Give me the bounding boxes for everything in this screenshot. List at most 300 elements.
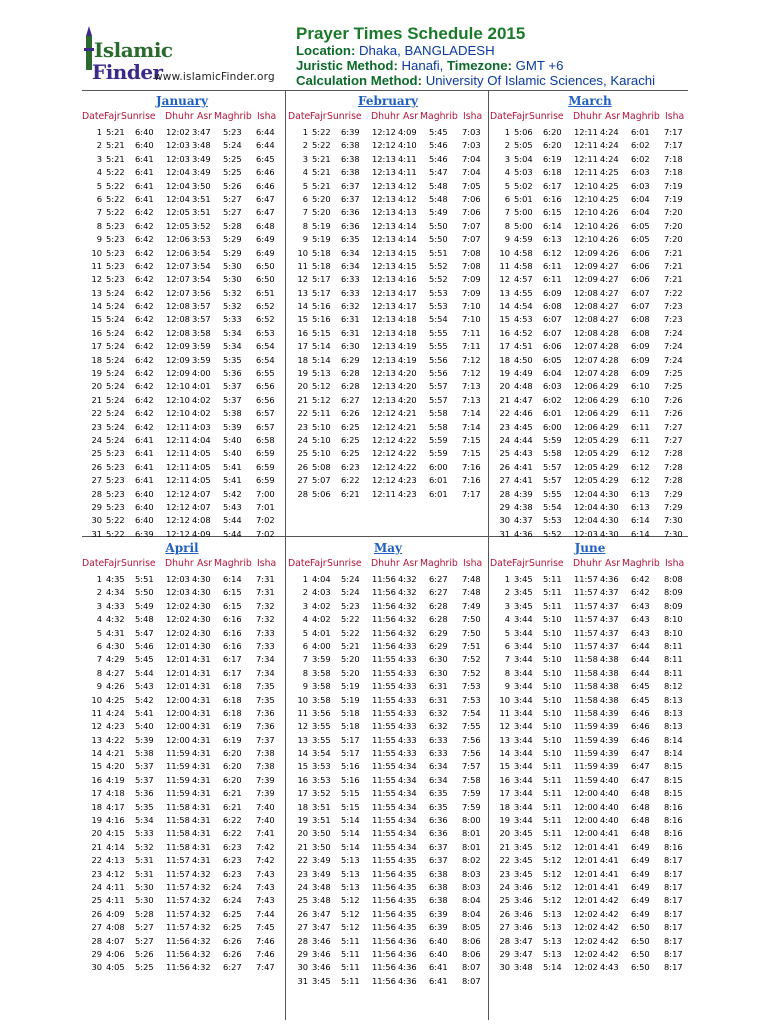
cell-fajr: 5:22 — [106, 167, 125, 178]
cell-dhuhr: 12:11 — [166, 421, 190, 432]
cell-asr: 4:19 — [398, 354, 417, 365]
header-isha: Isha — [257, 558, 277, 569]
cell-date: 26 — [297, 908, 308, 919]
cell-isha: 7:52 — [462, 667, 481, 678]
cell-asr: 4:29 — [600, 448, 619, 459]
cell-asr: 4:31 — [192, 855, 211, 866]
table-row — [490, 434, 690, 447]
cell-fajr: 5:07 — [312, 475, 331, 486]
cell-isha: 7:46 — [256, 948, 275, 959]
cell-sunrise: 6:13 — [543, 234, 562, 245]
cell-isha: 7:31 — [256, 574, 275, 584]
cell-sunrise: 6:41 — [135, 180, 154, 191]
cell-fajr: 4:46 — [514, 408, 533, 419]
cell-date: 10 — [499, 247, 510, 258]
cell-asr: 4:22 — [398, 434, 417, 445]
cell-date: 24 — [297, 881, 308, 892]
month-title[interactable]: March — [568, 94, 612, 108]
cell-sunrise: 5:10 — [543, 748, 562, 759]
table-row — [490, 407, 690, 420]
cell-sunrise: 6:02 — [543, 394, 562, 405]
table-row — [82, 514, 282, 527]
cell-fajr: 4:53 — [514, 314, 533, 325]
cell-sunrise: 5:42 — [135, 694, 154, 705]
month-title[interactable]: January — [156, 94, 208, 108]
day-rows — [82, 573, 282, 975]
cell-isha: 8:17 — [664, 855, 683, 866]
header-date: Date — [490, 111, 513, 122]
cell-date: 17 — [499, 788, 510, 799]
cell-sunrise: 5:55 — [543, 488, 562, 499]
table-row — [288, 814, 488, 827]
cell-sunrise: 5:10 — [543, 707, 562, 718]
cell-maghrib: 5:28 — [223, 220, 242, 231]
cell-maghrib: 6:27 — [429, 587, 448, 598]
cell-asr: 4:32 — [192, 908, 211, 919]
cell-sunrise: 5:57 — [543, 461, 562, 472]
cell-dhuhr: 12:06 — [166, 247, 190, 258]
cell-dhuhr: 12:02 — [574, 962, 598, 973]
cell-date: 9 — [504, 234, 510, 245]
cell-date: 7 — [96, 207, 102, 218]
cell-date: 1 — [504, 127, 510, 137]
cell-fajr: 5:23 — [106, 274, 125, 285]
cell-date: 17 — [91, 788, 102, 799]
cell-maghrib: 6:03 — [631, 167, 650, 178]
cell-sunrise: 5:10 — [543, 681, 562, 692]
cell-asr: 4:29 — [600, 421, 619, 432]
cell-dhuhr: 11:58 — [574, 707, 598, 718]
cell-dhuhr: 12:07 — [574, 354, 598, 365]
cell-date: 16 — [499, 327, 510, 338]
cell-asr: 4:39 — [600, 707, 619, 718]
cell-date: 3 — [504, 600, 510, 611]
cell-fajr: 5:23 — [106, 475, 125, 486]
cell-dhuhr: 12:08 — [574, 314, 598, 325]
cell-fajr: 4:48 — [514, 381, 533, 392]
cell-maghrib: 5:30 — [223, 260, 242, 271]
header-sunrise: Sunrise — [327, 111, 362, 122]
cell-asr: 4:31 — [192, 828, 211, 839]
table-row — [490, 868, 690, 881]
cell-dhuhr: 12:13 — [372, 327, 396, 338]
cell-maghrib: 6:49 — [631, 908, 650, 919]
table-row — [82, 627, 282, 640]
cell-sunrise: 5:13 — [543, 948, 562, 959]
cell-date: 21 — [297, 841, 308, 852]
table-row — [288, 407, 488, 420]
cell-maghrib: 6:39 — [429, 908, 448, 919]
cell-fajr: 3:54 — [312, 748, 331, 759]
cell-asr: 4:33 — [398, 748, 417, 759]
cell-isha: 7:20 — [664, 234, 683, 245]
cell-date: 3 — [96, 600, 102, 611]
cell-isha: 8:16 — [664, 815, 683, 826]
cell-maghrib: 6:30 — [429, 654, 448, 665]
cell-maghrib: 6:12 — [631, 475, 650, 486]
cell-asr: 4:05 — [192, 475, 211, 486]
cell-dhuhr: 11:55 — [372, 801, 396, 812]
cell-date: 19 — [499, 368, 510, 379]
cell-isha: 7:00 — [256, 488, 275, 499]
cell-dhuhr: 12:00 — [574, 815, 598, 826]
cell-sunrise: 5:12 — [543, 895, 562, 906]
cell-asr: 3:48 — [192, 140, 211, 151]
cell-dhuhr: 12:03 — [574, 528, 598, 539]
cell-fajr: 5:08 — [312, 461, 331, 472]
cell-maghrib: 6:50 — [631, 962, 650, 973]
cell-maghrib: 5:52 — [429, 260, 448, 271]
cell-maghrib: 5:50 — [429, 234, 448, 245]
cell-dhuhr: 11:57 — [166, 922, 190, 933]
month-title[interactable]: May — [373, 541, 403, 555]
cell-maghrib: 6:29 — [429, 627, 448, 638]
cell-fajr: 5:24 — [106, 354, 125, 365]
cell-sunrise: 5:12 — [543, 868, 562, 879]
cell-sunrise: 5:13 — [341, 855, 360, 866]
cell-asr: 4:32 — [192, 935, 211, 946]
cell-asr: 4:43 — [600, 962, 619, 973]
cell-maghrib: 5:35 — [223, 354, 242, 365]
cell-fajr: 4:08 — [106, 922, 125, 933]
cell-fajr: 4:13 — [106, 855, 125, 866]
header-asr: Asr — [403, 111, 419, 122]
cell-sunrise: 6:42 — [135, 341, 154, 352]
cell-fajr: 3:55 — [312, 721, 331, 732]
cell-maghrib: 5:32 — [223, 287, 242, 298]
cell-isha: 8:17 — [664, 908, 683, 919]
cell-asr: 4:30 — [192, 640, 211, 651]
table-row — [490, 488, 690, 501]
location-line — [296, 43, 736, 58]
cell-asr: 4:33 — [398, 681, 417, 692]
cell-maghrib: 5:55 — [429, 327, 448, 338]
cell-maghrib: 6:19 — [223, 721, 242, 732]
cell-fajr: 4:01 — [312, 627, 331, 638]
cell-fajr: 4:27 — [106, 667, 125, 678]
month-title[interactable]: February — [357, 94, 418, 108]
cell-asr: 4:27 — [600, 314, 619, 325]
cell-sunrise: 6:18 — [543, 167, 562, 178]
cell-sunrise: 5:25 — [135, 962, 154, 973]
cell-date: 15 — [91, 761, 102, 772]
table-row — [490, 627, 690, 640]
cell-sunrise: 5:37 — [135, 761, 154, 772]
cell-sunrise: 5:53 — [543, 515, 562, 526]
cell-date: 28 — [297, 488, 308, 499]
cell-asr: 4:27 — [600, 274, 619, 285]
cell-fajr: 5:17 — [312, 287, 331, 298]
cell-fajr: 3:59 — [312, 654, 331, 665]
cell-fajr: 5:22 — [106, 207, 125, 218]
cell-dhuhr: 11:57 — [574, 600, 598, 611]
cell-isha: 7:28 — [664, 461, 683, 472]
table-row — [288, 573, 488, 586]
cell-sunrise: 5:40 — [135, 721, 154, 732]
cell-dhuhr: 12:12 — [372, 434, 396, 445]
month-title[interactable]: April — [165, 541, 199, 555]
cell-dhuhr: 12:13 — [372, 314, 396, 325]
cell-maghrib: 6:23 — [223, 841, 242, 852]
cell-asr: 4:19 — [398, 341, 417, 352]
cell-sunrise: 5:12 — [543, 855, 562, 866]
cell-asr: 4:30 — [600, 488, 619, 499]
cell-maghrib: 6:18 — [223, 694, 242, 705]
cell-isha: 7:48 — [462, 587, 481, 598]
cell-dhuhr: 12:09 — [166, 368, 190, 379]
cell-dhuhr: 11:57 — [574, 614, 598, 625]
cell-fajr: 4:21 — [106, 748, 125, 759]
table-row — [288, 300, 488, 313]
cell-date: 15 — [91, 314, 102, 325]
header-maghrib: Maghrib — [420, 558, 458, 569]
cell-asr: 3:51 — [192, 207, 211, 218]
cell-dhuhr: 12:05 — [166, 220, 190, 231]
cell-asr: 4:11 — [398, 167, 417, 178]
cell-isha: 6:57 — [256, 408, 275, 419]
cell-fajr: 5:06 — [312, 488, 331, 499]
cell-dhuhr: 12:03 — [166, 153, 190, 164]
cell-date: 16 — [499, 774, 510, 785]
logo-url[interactable]: www.islamicFinder.org — [154, 71, 275, 83]
cell-date: 17 — [91, 341, 102, 352]
cell-fajr: 5:10 — [312, 421, 331, 432]
table-row — [82, 720, 282, 733]
cell-dhuhr: 11:56 — [372, 922, 396, 933]
cell-asr: 4:22 — [398, 461, 417, 472]
cell-isha: 7:46 — [256, 935, 275, 946]
cell-dhuhr: 12:02 — [574, 948, 598, 959]
cell-dhuhr: 12:10 — [574, 234, 598, 245]
cell-date: 5 — [302, 180, 308, 191]
cell-maghrib: 5:23 — [223, 127, 242, 137]
table-row — [288, 193, 488, 206]
juristic-label: Juristic Method: — [296, 58, 398, 73]
cell-asr: 4:17 — [398, 301, 417, 312]
cell-dhuhr: 11:56 — [372, 881, 396, 892]
cell-asr: 4:29 — [600, 394, 619, 405]
cell-sunrise: 5:33 — [135, 828, 154, 839]
cell-isha: 6:52 — [256, 314, 275, 325]
cell-isha: 7:01 — [256, 501, 275, 512]
cell-sunrise: 5:22 — [341, 627, 360, 638]
cell-asr: 4:28 — [600, 354, 619, 365]
cell-fajr: 4:12 — [106, 868, 125, 879]
cell-sunrise: 6:08 — [543, 301, 562, 312]
cell-asr: 4:27 — [600, 260, 619, 271]
cell-maghrib: 5:36 — [223, 368, 242, 379]
table-row — [288, 247, 488, 260]
cell-fajr: 3:44 — [514, 801, 533, 812]
cell-isha: 8:15 — [664, 761, 683, 772]
cell-date: 3 — [504, 153, 510, 164]
cell-fajr: 3:46 — [514, 895, 533, 906]
table-row — [82, 153, 282, 166]
cell-maghrib: 5:41 — [223, 461, 242, 472]
cell-date: 25 — [499, 448, 510, 459]
cell-isha: 7:14 — [462, 421, 481, 432]
cell-isha: 7:56 — [462, 748, 481, 759]
cell-dhuhr: 12:10 — [574, 207, 598, 218]
table-row — [82, 653, 282, 666]
month-title[interactable]: June — [574, 541, 606, 555]
table-row — [490, 340, 690, 353]
cell-fajr: 3:48 — [312, 895, 331, 906]
cell-fajr: 3:47 — [514, 948, 533, 959]
cell-isha: 6:56 — [256, 394, 275, 405]
cell-date: 21 — [499, 394, 510, 405]
cell-sunrise: 5:50 — [135, 587, 154, 598]
table-row — [490, 694, 690, 707]
table-row — [82, 814, 282, 827]
cell-asr: 4:31 — [192, 694, 211, 705]
table-row — [288, 908, 488, 921]
cell-isha: 8:10 — [664, 614, 683, 625]
cell-maghrib: 6:06 — [631, 260, 650, 271]
cell-maghrib: 6:24 — [223, 895, 242, 906]
table-row — [82, 787, 282, 800]
cell-fajr: 5:14 — [312, 341, 331, 352]
cell-fajr: 3:44 — [514, 707, 533, 718]
cell-fajr: 5:20 — [312, 207, 331, 218]
cell-sunrise: 6:31 — [341, 314, 360, 325]
cell-maghrib: 5:40 — [223, 448, 242, 459]
cell-date: 15 — [297, 761, 308, 772]
cell-date: 22 — [297, 855, 308, 866]
table-row — [490, 153, 690, 166]
table-row — [288, 747, 488, 760]
cell-isha: 6:52 — [256, 301, 275, 312]
table-row — [82, 573, 282, 586]
cell-date: 17 — [297, 788, 308, 799]
cell-asr: 4:30 — [192, 600, 211, 611]
cell-isha: 6:45 — [256, 153, 275, 164]
cell-isha: 7:50 — [462, 614, 481, 625]
table-row — [82, 528, 282, 541]
cell-maghrib: 5:52 — [429, 274, 448, 285]
cell-dhuhr: 12:13 — [372, 274, 396, 285]
cell-date: 27 — [297, 475, 308, 486]
cell-dhuhr: 12:12 — [166, 501, 190, 512]
cell-maghrib: 5:46 — [429, 140, 448, 151]
cell-asr: 3:54 — [192, 274, 211, 285]
cell-isha: 7:07 — [462, 234, 481, 245]
table-row — [82, 367, 282, 380]
cell-fajr: 5:22 — [312, 140, 331, 151]
cell-dhuhr: 12:12 — [372, 127, 396, 137]
cell-maghrib: 6:50 — [631, 935, 650, 946]
cell-sunrise: 5:13 — [341, 868, 360, 879]
page-title: Prayer Times Schedule 2015 — [296, 24, 526, 43]
cell-maghrib: 5:56 — [429, 368, 448, 379]
header-fajr: Fajr — [310, 558, 327, 569]
cell-dhuhr: 12:08 — [574, 287, 598, 298]
cell-dhuhr: 11:59 — [574, 721, 598, 732]
cell-isha: 8:14 — [664, 734, 683, 745]
cell-maghrib: 5:40 — [223, 434, 242, 445]
cell-asr: 4:14 — [398, 220, 417, 231]
cell-date: 12 — [91, 721, 102, 732]
cell-asr: 4:28 — [600, 341, 619, 352]
cell-dhuhr: 11:58 — [166, 801, 190, 812]
cell-sunrise: 5:54 — [543, 501, 562, 512]
table-row — [288, 126, 488, 139]
cell-dhuhr: 12:00 — [166, 734, 190, 745]
cell-dhuhr: 11:56 — [372, 908, 396, 919]
location-label: Location: — [296, 43, 356, 58]
cell-asr: 4:42 — [600, 935, 619, 946]
cell-asr: 4:37 — [600, 600, 619, 611]
table-row — [288, 180, 488, 193]
cell-date: 25 — [91, 895, 102, 906]
cell-fajr: 3:44 — [514, 788, 533, 799]
cell-asr: 4:42 — [600, 908, 619, 919]
day-rows — [490, 573, 690, 975]
cell-maghrib: 6:48 — [631, 828, 650, 839]
cell-maghrib: 6:38 — [429, 868, 448, 879]
cell-maghrib: 6:01 — [631, 127, 650, 137]
cell-sunrise: 6:34 — [341, 247, 360, 258]
table-row — [82, 894, 282, 907]
table-row — [82, 126, 282, 139]
cell-fajr: 4:34 — [106, 587, 125, 598]
cell-sunrise: 6:21 — [341, 488, 360, 499]
cell-sunrise: 5:12 — [543, 841, 562, 852]
table-row — [82, 380, 282, 393]
cell-asr: 4:02 — [192, 408, 211, 419]
cell-isha: 8:09 — [664, 587, 683, 598]
cell-date: 1 — [302, 127, 308, 137]
cell-sunrise: 6:41 — [135, 193, 154, 204]
cell-dhuhr: 12:09 — [166, 354, 190, 365]
cell-date: 27 — [499, 475, 510, 486]
cell-isha: 7:04 — [462, 153, 481, 164]
cell-isha: 7:29 — [664, 501, 683, 512]
cell-fajr: 3:53 — [312, 761, 331, 772]
cell-fajr: 4:11 — [106, 895, 125, 906]
cell-dhuhr: 11:55 — [372, 681, 396, 692]
cell-sunrise: 5:11 — [341, 935, 360, 946]
cell-fajr: 5:01 — [514, 193, 533, 204]
cell-sunrise: 6:37 — [341, 193, 360, 204]
cell-asr: 4:42 — [600, 922, 619, 933]
cell-dhuhr: 12:12 — [166, 515, 190, 526]
cell-date: 9 — [504, 681, 510, 692]
cell-maghrib: 6:37 — [429, 855, 448, 866]
cell-asr: 4:23 — [398, 488, 417, 499]
table-row — [288, 206, 488, 219]
cell-isha: 6:59 — [256, 448, 275, 459]
cell-maghrib: 5:46 — [429, 153, 448, 164]
cell-sunrise: 5:11 — [543, 761, 562, 772]
cell-maghrib: 6:23 — [223, 868, 242, 879]
cell-fajr: 4:30 — [106, 640, 125, 651]
cell-dhuhr: 11:59 — [574, 734, 598, 745]
table-row — [82, 908, 282, 921]
cell-fajr: 4:02 — [312, 600, 331, 611]
cell-fajr: 5:21 — [106, 153, 125, 164]
cell-fajr: 4:58 — [514, 260, 533, 271]
cell-isha: 7:03 — [462, 140, 481, 151]
cell-sunrise: 6:42 — [135, 207, 154, 218]
cell-asr: 3:49 — [192, 167, 211, 178]
cell-asr: 4:33 — [398, 734, 417, 745]
cell-asr: 4:23 — [398, 475, 417, 486]
cell-asr: 4:24 — [600, 127, 619, 137]
cell-fajr: 5:17 — [312, 274, 331, 285]
cell-asr: 4:12 — [398, 180, 417, 191]
cell-date: 7 — [96, 654, 102, 665]
